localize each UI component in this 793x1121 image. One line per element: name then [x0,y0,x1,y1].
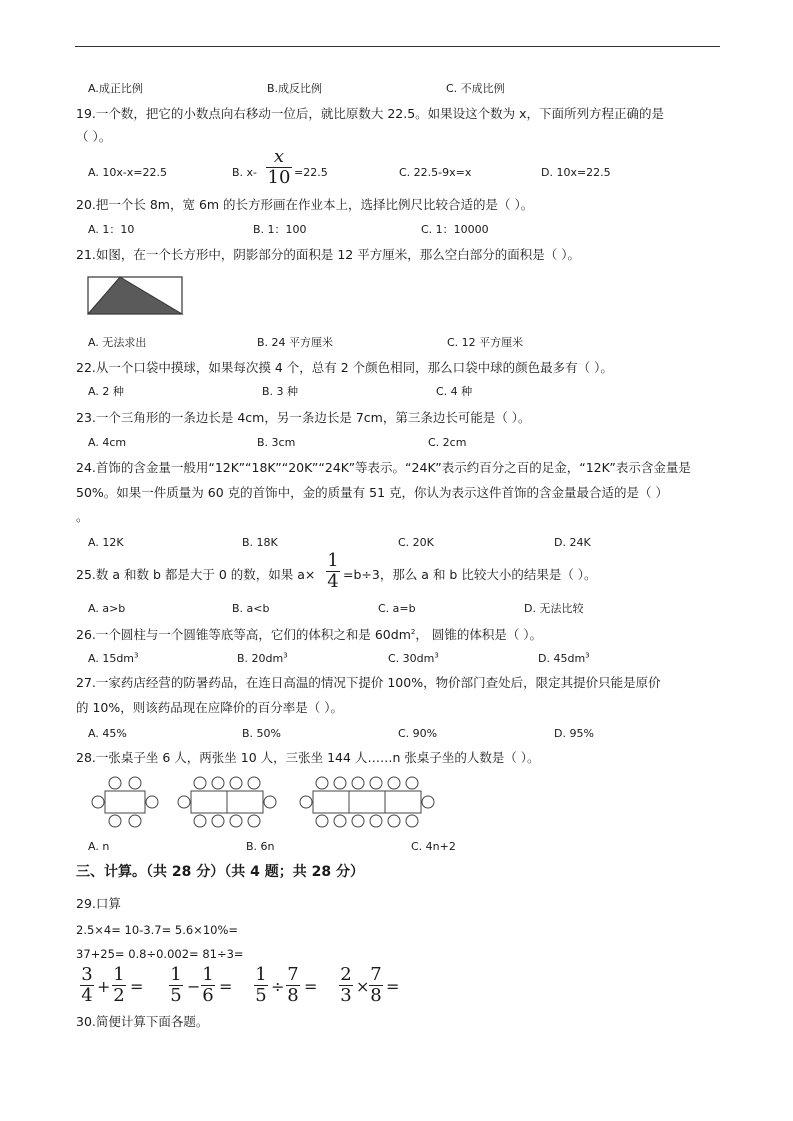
q24-text-line2: 50%。如果一件质量为 60 克的首饰中，金的质量有 51 克，你认为表示这件首饰的含金量最合适的是（ ） [76,485,668,500]
numerator: 2 [340,964,352,985]
q28-table-seating-figure [88,776,438,830]
q19-option-b-prefix: B. x- [232,166,258,179]
seat [406,777,418,789]
seat [352,815,364,827]
q29-row2: 37+25= 0.8÷0.002= 81÷3= [76,947,244,961]
q27-text-line1: 27.一家药店经营的防暑药品，在连日高温的情况下提价 100%，物价部门查处后，限定其提价只能是原价 [76,675,661,690]
denominator: 8 [287,985,299,1006]
fraction-a [339,966,353,1005]
q24-option-a: A. 12K [88,536,124,549]
seat [92,796,104,808]
q25-fraction [326,552,340,591]
section-3-heading: 三、计算。（共 28 分）（共 4 题；共 28 分） [76,864,364,880]
seat [248,815,260,827]
q19-option-b-fraction [266,148,292,187]
q23-text: 23.一个三角形的一条边长是 4cm，另一条边长是 7cm，第三条边长可能是（ ）。 [76,410,531,425]
seat [129,815,141,827]
seat [109,815,121,827]
table-2a [191,791,227,813]
numerator: 1 [202,964,214,985]
q26-text [76,627,542,643]
operator: × [356,977,370,996]
option-text: B. 20dm [237,652,284,665]
q23-option-a: A. 4cm [88,436,127,449]
equals-sign: = [386,977,400,996]
denominator: 5 [255,985,267,1006]
q26-option-c [388,652,439,666]
q20-option-b: B. 1：100 [253,223,307,236]
q20-option-a: A. 1：10 [88,223,135,236]
q26-option-d [538,652,590,666]
seat [370,777,382,789]
seat [422,796,434,808]
q27-text-line2: 的 10%，则该药品现在应降价的百分率是（ ）。 [76,700,343,715]
q28-option-a: A. n [88,840,110,853]
fraction-b [112,966,126,1005]
option-text: C. 30dm [388,652,435,665]
numerator: 3 [81,964,93,985]
q30-title: 30.简便计算下面各题。 [76,1014,209,1029]
q19-option-c: C. 22.5-9x=x [399,166,472,179]
q25-option-b: B. a<b [232,602,270,615]
table-2b [227,791,263,813]
fraction-a [254,966,268,1005]
q27-option-b: B. 50% [242,727,281,740]
fraction-denominator: 4 [327,571,339,592]
seat [109,777,121,789]
q23-option-c: C. 2cm [428,436,467,449]
denominator: 8 [370,985,382,1006]
q18-option-a: A.成正比例 [88,82,143,95]
q24-text-line3: 。 [76,509,89,524]
operator: + [97,977,111,996]
seat [388,815,400,827]
q24-text-line1: 24.首饰的含金量一般用“12K”“18K”“20K”“24K”等表示。“24K”表示约百分之百的足金，“12K”表示含金量是 [76,460,691,475]
seat [178,796,190,808]
fraction-numerator: x [273,146,285,167]
q26-text-prefix: 26.一个圆柱与一个圆锥等底等高，它们的体积之和是 60dm [76,627,411,642]
table-3c [385,791,421,813]
equals-sign: = [219,977,233,996]
q24-option-c: C. 20K [398,536,434,549]
q22-option-c: C. 4 种 [436,385,473,398]
option-exponent: 3 [134,651,139,660]
q19-text-line1: 19.一个数，把它的小数点向右移动一位后，就比原数大 22.5。如果设这个数为 x，下面所列方程正确的是 [76,106,665,121]
q26-exponent: 2 [410,627,416,636]
q25-option-c: C. a=b [378,602,416,615]
equals-sign: = [130,977,144,996]
seat [264,796,276,808]
q24-option-b: B. 18K [242,536,278,549]
q19-option-d: D. 10x=22.5 [541,166,611,179]
q24-option-d: D. 24K [554,536,591,549]
seat [129,777,141,789]
header-divider [75,46,720,47]
q28-text: 28.一张桌子坐 6 人，两张坐 10 人，三张坐 144 人……n 张桌子坐的人数是（ ）。 [76,750,540,765]
numerator: 1 [255,964,267,985]
seat [334,777,346,789]
seat [212,815,224,827]
option-exponent: 3 [585,651,590,660]
fraction-numerator: 1 [327,550,339,571]
q19-text-line2: （ ）。 [76,129,112,144]
equals-sign: = [304,977,318,996]
q25-text-prefix: 25.数 a 和数 b 都是大于 0 的数，如果 a× [76,567,316,582]
numerator: 1 [113,964,125,985]
seat [212,777,224,789]
seat [406,815,418,827]
seat [194,777,206,789]
seat [334,815,346,827]
operator: − [187,977,201,996]
q22-option-a: A. 2 种 [88,385,124,398]
table-1 [105,791,145,813]
q21-option-a: A. 无法求出 [88,336,147,349]
q27-option-d: D. 95% [554,727,594,740]
seat [300,796,312,808]
seat [388,777,400,789]
fraction-b [286,966,300,1005]
seat [248,777,260,789]
seat [352,777,364,789]
q27-option-a: A. 45% [88,727,127,740]
q18-option-c: C. 不成比例 [446,82,505,95]
denominator: 5 [170,985,182,1006]
q19-option-a: A. 10x-x=22.5 [88,166,168,179]
fraction-a [80,966,94,1005]
q29-title: 29.口算 [76,896,121,911]
denominator: 6 [202,985,214,1006]
q20-text: 20.把一个长 8m，宽 6m 的长方形画在作业本上，选择比例尺比较合适的是（ ）。 [76,197,534,212]
seat [316,815,328,827]
q22-option-b: B. 3 种 [262,385,299,398]
seat [370,815,382,827]
q28-option-c: C. 4n+2 [411,840,456,853]
fraction-denominator: 10 [267,167,291,188]
table-3a [313,791,349,813]
q27-option-c: C. 90% [398,727,438,740]
fraction-b [201,966,215,1005]
q28-option-b: B. 6n [246,840,275,853]
q21-option-b: B. 24 平方厘米 [257,336,334,349]
q25-text-suffix: =b÷3，那么 a 和 b 比较大小的结果是（ ）。 [343,567,597,582]
q19-option-b-suffix: =22.5 [294,166,328,179]
q25-option-a: A. a>b [88,602,126,615]
seat [146,796,158,808]
numerator: 1 [170,964,182,985]
q23-option-b: B. 3cm [257,436,296,449]
q21-text: 21.如图，在一个长方形中，阴影部分的面积是 12 平方厘米，那么空白部分的面积是（ ）。 [76,247,580,262]
q26-text-suffix: ， 圆锥的体积是（ ）。 [415,627,543,642]
option-exponent: 3 [434,651,439,660]
seat [316,777,328,789]
operator: ÷ [271,977,285,996]
q21-rectangle-figure [87,276,184,316]
denominator: 2 [113,985,125,1006]
q25-option-d: D. 无法比较 [524,602,584,615]
option-text: A. 15dm [88,652,135,665]
q22-text: 22.从一个口袋中摸球，如果每次摸 4 个，总有 2 个颜色相同，那么口袋中球的颜色最多有（ ）。 [76,360,613,375]
q26-option-a [88,652,139,666]
seat [194,815,206,827]
fraction-b [369,966,383,1005]
q18-option-b: B.成反比例 [267,82,323,95]
q26-option-b [237,652,288,666]
seat [230,815,242,827]
numerator: 7 [287,964,299,985]
q21-option-c: C. 12 平方厘米 [447,336,524,349]
denominator: 4 [81,985,93,1006]
seat [230,777,242,789]
q20-option-c: C. 1：10000 [421,223,489,236]
table-3b [349,791,385,813]
fraction-a [169,966,183,1005]
option-exponent: 3 [283,651,288,660]
numerator: 7 [370,964,382,985]
option-text: D. 45dm [538,652,586,665]
denominator: 3 [340,985,352,1006]
q29-row1: 2.5×4= 10-3.7= 5.6×10%= [76,923,239,937]
